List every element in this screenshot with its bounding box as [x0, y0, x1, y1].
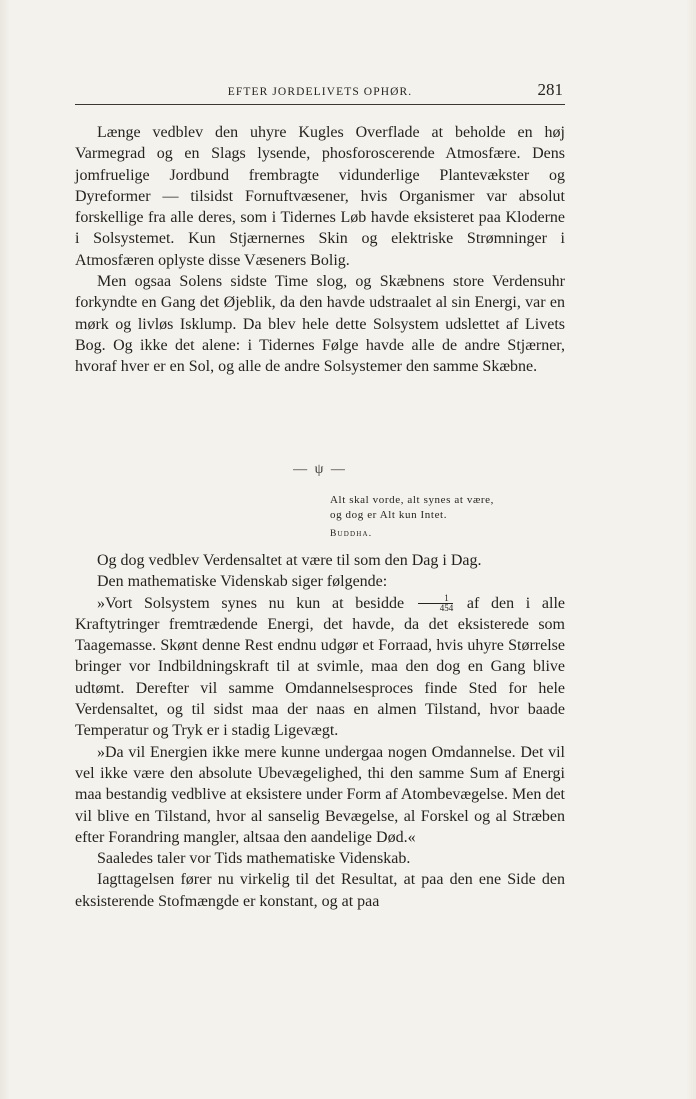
- epigraph-line: og dog er Alt kun Intet.: [330, 509, 448, 521]
- page-header: [75, 80, 565, 104]
- page-number: 281: [537, 80, 563, 99]
- epigraph-line: Alt skal vorde, alt synes at være,: [330, 494, 494, 506]
- paragraph: Længe vedblev den uhyre Kugles Overflade at beholde en høj Varmegrad og en Slags lysende, phosforoscerende Atmosfære. Dens jomfruelige Jordbund frembragte vidunderlige Plantevækster og Dyreformer — tilsidst Fornuftvæsener, hvis Organismer var absolut forskellige fra alle deres, som i Tidernes Løb havde eksisteret paa Kloderne i Solsystemet. Kun Stjærnernes Skin og elektriske Strømninger i Atmosfæren oplyste disse Væseners Bolig.: [75, 124, 565, 269]
- section-2-text: [75, 550, 565, 912]
- paragraph: Og dog vedblev Verdensaltet at være til som den Dag i Dag.: [97, 552, 482, 569]
- fraction: [418, 594, 454, 613]
- section-1-text: [75, 122, 565, 378]
- paragraph-text: »Vort Solsystem synes nu kun at besidde: [97, 594, 405, 612]
- epigraph-attribution: Buddha.: [330, 529, 373, 539]
- paragraph: Den mathematiske Videnskab siger følgende:: [97, 573, 388, 591]
- paragraph: Iagttagelsen fører nu virkelig til det Resultat, at paa den ene Side den eksisterende Stofmængde er konstant, og at paa: [75, 871, 565, 910]
- running-title: EFTER JORDELIVETS OPHØR.: [227, 86, 413, 98]
- paragraph: »Da vil Energien ikke mere kunne undergaa nogen Omdannelse. Det vil vel ikke være den absolute Ubevægelighed, thi den samme Sum af Energi maa bestandig vedblive at eksistere under Form af Atombevægelse. Men det vil blive en Tilstand, hvor al sanselig Bevægelse, al Forskel og al Stræben efter Forandring mangler, altsaa den aandelige Død.«: [75, 743, 565, 846]
- paragraph-text: af den i alle Kraftytringer fremtrædende Energi, det havde, da det eksisterede som Taagemasse. Skønt denne Rest endnu udgør et Forraad, hvis uhyre Størrelse bringer vor Indbildningskraft til at svimle, maa den dog en Gang blive udtømt. Derefter vil samme Omdannelsesproces finde Sted for hele Verdensaltet, og til sidst maa der naas en almen Tilstand, hvor baade Temperatur og Tryk er i stadig Ligevægt.: [75, 594, 565, 740]
- section-divider-ornament: — ψ —: [293, 462, 347, 477]
- fraction-denominator: 454: [439, 603, 454, 614]
- header-rule: [75, 104, 565, 105]
- paragraph: Saaledes taler vor Tids mathematiske Videnskab.: [97, 850, 411, 868]
- paragraph: [75, 593, 565, 742]
- epigraph: [330, 493, 570, 542]
- fraction-numerator: 1: [418, 594, 454, 604]
- paragraph: Men ogsaa Solens sidste Time slog, og Skæbnens store Verdensuhr forkyndte en Gang det Øjeblik, da den havde udstraalet al sin Energi, var en mørk og livløs Isklump. Da blev hele dette Solsystem udslettet af Livets Bog. Og ikke det alene: i Tidernes Følge havde alle de andre Stjærner, hvoraf hver er en Sol, og alle de andre Solsystemer den samme Skæbne.: [75, 273, 565, 376]
